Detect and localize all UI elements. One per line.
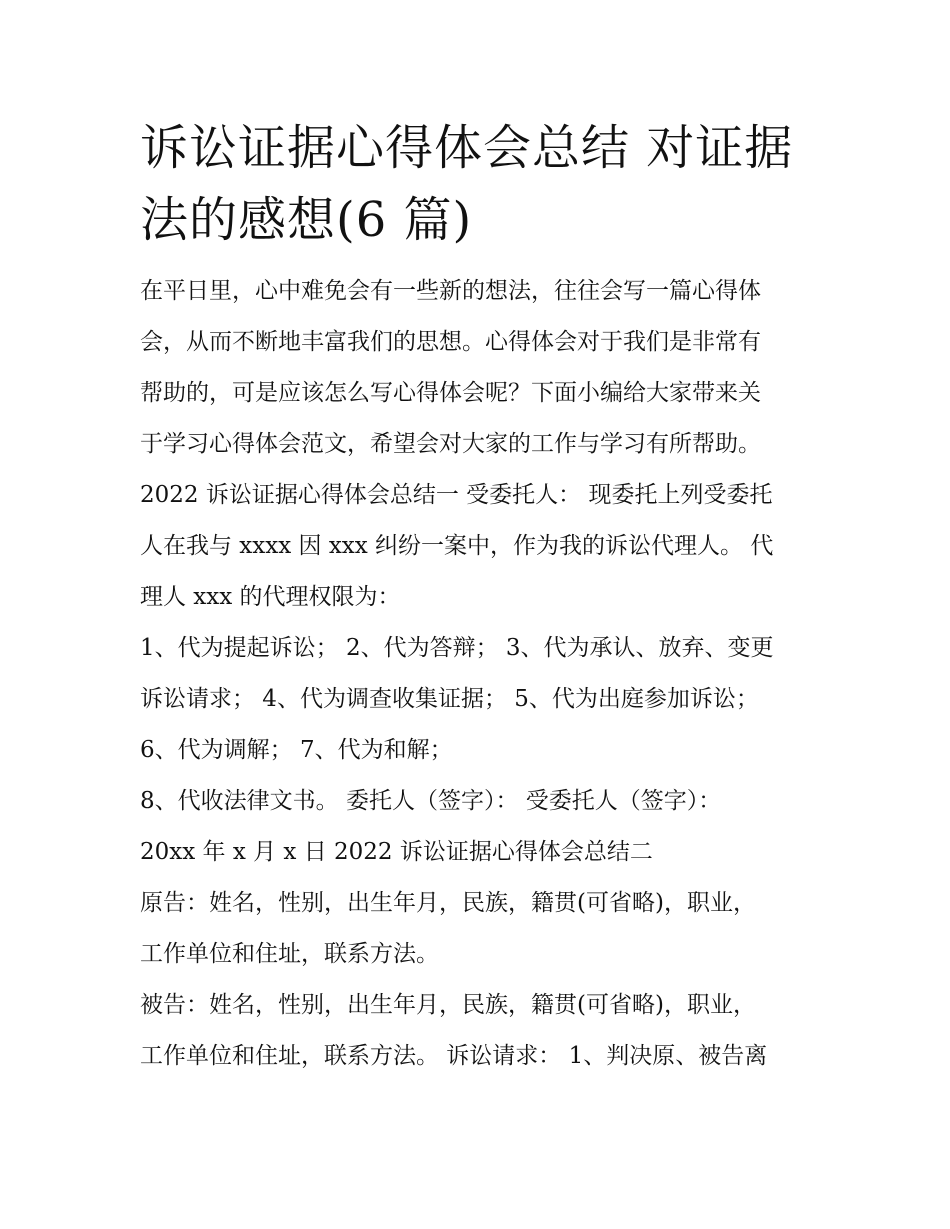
body-line: 2022 诉讼证据心得体会总结一 受委托人： 现委托上列受委托: [140, 482, 773, 508]
body-line: 人在我与 xxxx 因 xxx 纠纷一案中，作为我的诉讼代理人。 代: [140, 533, 774, 559]
body-line: 工作单位和住址，联系方法。: [140, 941, 439, 967]
document-content: [140, 112, 820, 1082]
document-body: [140, 266, 820, 1082]
body-line: 原告：姓名，性别，出生年月，民族，籍贯(可省略)，职业，: [140, 890, 756, 916]
body-line: 1、代为提起诉讼； 2、代为答辩； 3、代为承认、放弃、变更: [140, 635, 774, 661]
body-line: 会，从而不断地丰富我们的思想。心得体会对于我们是非常有: [140, 329, 761, 355]
document-title: [140, 112, 820, 256]
title-line: 法的感想(6 篇): [140, 192, 473, 248]
body-line: 被告：姓名，性别，出生年月，民族，籍贯(可省略)，职业，: [140, 992, 756, 1018]
body-line: 于学习心得体会范文，希望会对大家的工作与学习有所帮助。: [140, 431, 761, 457]
body-line: 帮助的，可是应该怎么写心得体会呢？下面小编给大家带来关: [140, 380, 761, 406]
body-line: 工作单位和住址，联系方法。 诉讼请求： 1、判决原、被告离: [140, 1043, 768, 1069]
title-line: 诉讼证据心得体会总结 对证据: [140, 120, 794, 176]
body-line: 8、代收法律文书。 委托人（签字）： 受委托人（签字）：: [140, 788, 722, 814]
body-line: 在平日里，心中难免会有一些新的想法，往往会写一篇心得体: [140, 278, 761, 304]
body-line: 理人 xxx 的代理权限为：: [140, 584, 401, 610]
body-line: 诉讼请求； 4、代为调查收集证据； 5、代为出庭参加诉讼；: [140, 686, 759, 712]
body-line: 20xx 年 x 月 x 日 2022 诉讼证据心得体会总结二: [140, 839, 653, 865]
body-line: 6、代为调解； 7、代为和解；: [140, 737, 453, 763]
